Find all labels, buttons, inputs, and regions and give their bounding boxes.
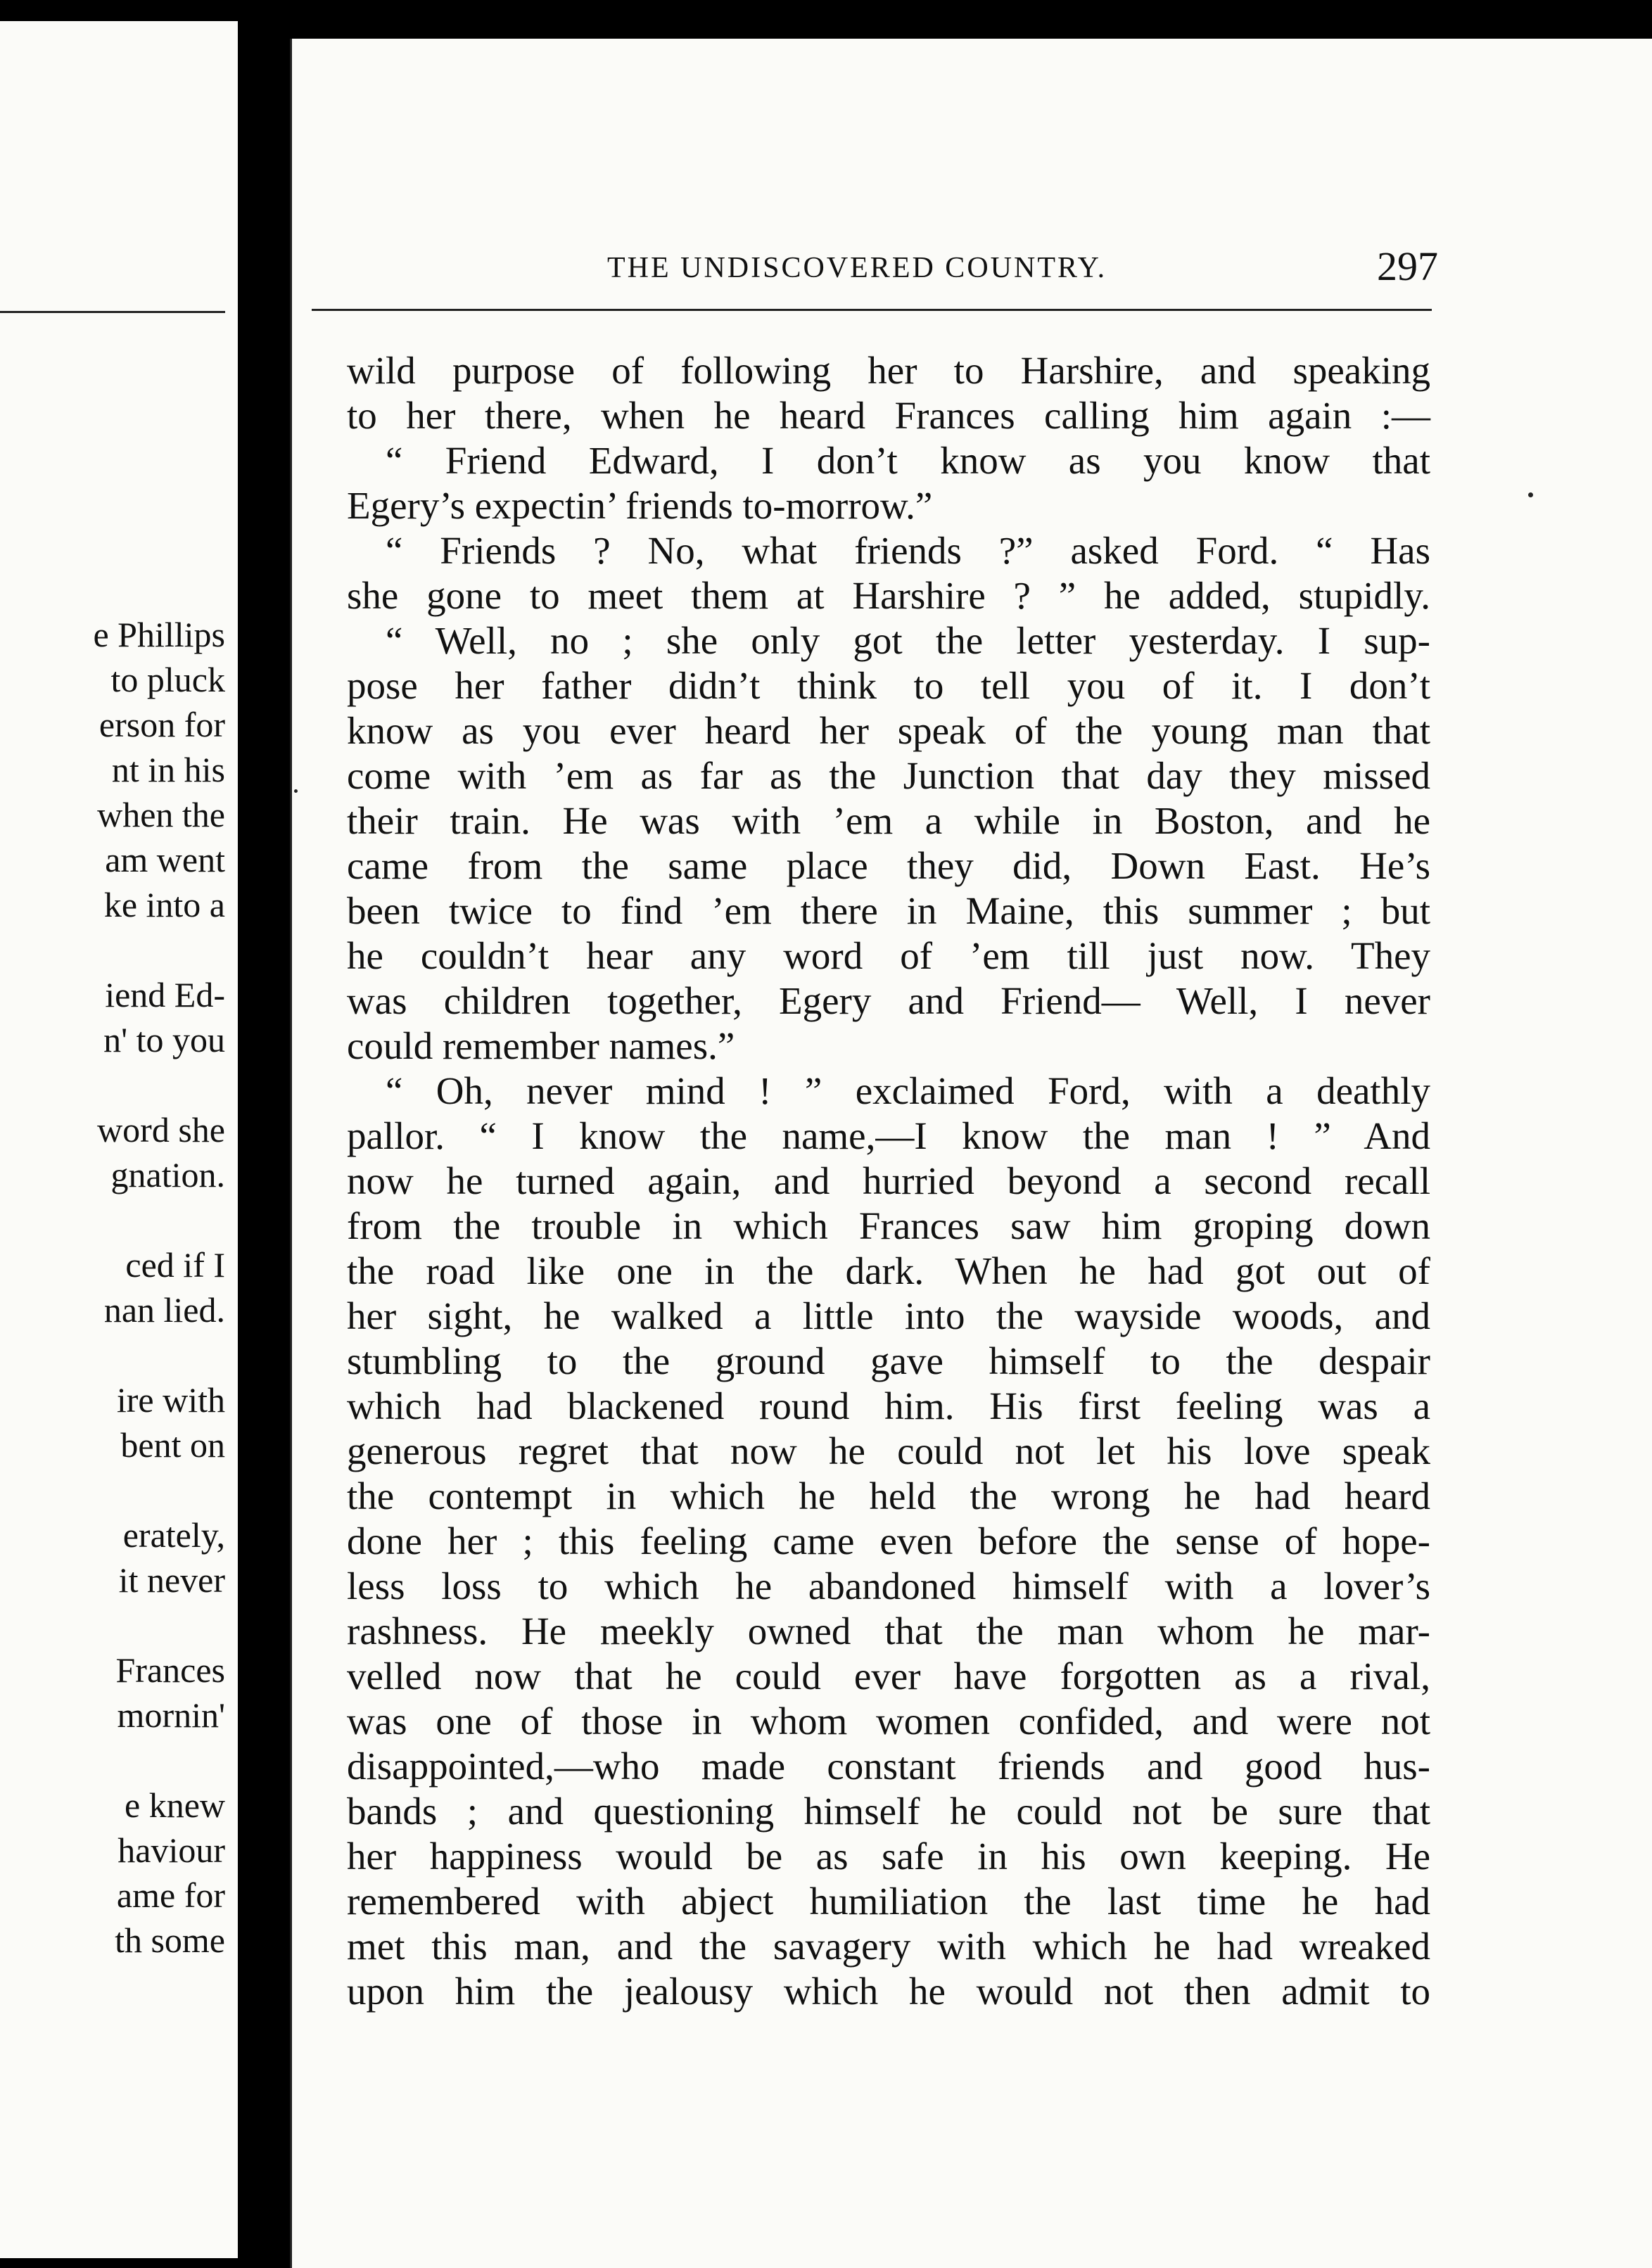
- text-line: wild purpose of following her to Harshire, and speaking: [347, 349, 1430, 392]
- text-line: the contempt in which he held the wrong he had heard: [347, 1474, 1430, 1517]
- left-page-line: iend Ed-: [105, 975, 225, 1014]
- text-line: “ Friends ? No, what friends ?” asked Ford. “ Has: [347, 529, 1430, 572]
- text-line: to her there, when he heard Frances calling him again :—: [347, 394, 1430, 437]
- text-line: disappointed,—who made constant friends and good hus-: [347, 1745, 1430, 1788]
- left-facing-page: [0, 21, 238, 2258]
- text-line: pallor. “ I know the name,—I know the man ! ” And: [347, 1114, 1430, 1157]
- left-page-line: haviour: [117, 1830, 225, 1870]
- text-line: Egery’s expectin’ friends to-morrow.”: [347, 484, 933, 527]
- left-page-line: e Phillips: [93, 615, 225, 654]
- text-line: came from the same place they did, Down East. He’s: [347, 844, 1430, 887]
- left-page-line: nan lied.: [103, 1290, 225, 1330]
- left-page-line: erately,: [122, 1515, 225, 1555]
- text-line: which had blackened round him. His first feeling was a: [347, 1384, 1430, 1427]
- left-page-line: mornin': [117, 1695, 225, 1735]
- text-line: remembered with abject humiliation the last time he had: [347, 1880, 1430, 1923]
- text-line: their train. He was with ’em a while in Boston, and he: [347, 799, 1430, 842]
- right-page: [290, 39, 1652, 2268]
- text-line: generous regret that now he could not let his love speak: [347, 1429, 1430, 1472]
- left-page-line: to pluck: [110, 660, 225, 699]
- body-text: [347, 348, 1430, 2014]
- left-page-line: e knew: [125, 1785, 225, 1825]
- left-page-line: Frances: [115, 1650, 225, 1690]
- text-line: from the trouble in which Frances saw him groping down: [347, 1204, 1430, 1247]
- text-line: met this man, and the savagery with which he had wreaked: [347, 1925, 1430, 1968]
- text-line: now he turned again, and hurried beyond a second recall: [347, 1159, 1430, 1202]
- left-page-line: ke into a: [103, 885, 225, 924]
- text-line: the road like one in the dark. When he had got out of: [347, 1249, 1430, 1292]
- text-line: her sight, he walked a little into the wayside woods, and: [347, 1294, 1430, 1337]
- running-title: THE UNDISCOVERED COUNTRY.: [607, 252, 1107, 284]
- header-rule: [312, 309, 1432, 311]
- text-line: was one of those in whom women confided, and were not: [347, 1700, 1430, 1743]
- text-line: “ Oh, never mind ! ” exclaimed Ford, with a deathly: [347, 1069, 1430, 1112]
- text-line: “ Friend Edward, I don’t know as you know that: [347, 439, 1430, 482]
- left-page-line: gnation.: [110, 1155, 225, 1194]
- left-page-line: it never: [118, 1560, 225, 1600]
- ink-speck: [294, 789, 298, 793]
- left-page-line: ame for: [116, 1875, 225, 1915]
- text-line: rashness. He meekly owned that the man whom he mar-: [347, 1610, 1430, 1652]
- text-line: less loss to which he abandoned himself with a lover’s: [347, 1565, 1430, 1607]
- text-line: could remember names.”: [347, 1024, 735, 1067]
- text-line: she gone to meet them at Harshire ? ” he added, stupidly.: [347, 574, 1430, 617]
- left-page-line: when the: [97, 795, 225, 834]
- left-page-line: erson for: [99, 705, 225, 744]
- text-line: was children together, Egery and Friend— Well, I never: [347, 979, 1430, 1022]
- text-line: her happiness would be as safe in his own keeping. He: [347, 1835, 1430, 1878]
- left-page-line: bent on: [120, 1425, 225, 1465]
- text-line: upon him the jealousy which he would not then admit to: [347, 1970, 1430, 2013]
- text-line: pose her father didn’t think to tell you of it. I don’t: [347, 664, 1430, 707]
- left-page-line: word she: [97, 1110, 225, 1149]
- left-page-line: ced if I: [125, 1245, 225, 1285]
- text-line: bands ; and questioning himself he could not be sure that: [347, 1790, 1430, 1833]
- left-page-line: th some: [115, 1920, 225, 1960]
- ink-speck: [1528, 492, 1533, 497]
- left-page-line: ire with: [116, 1380, 225, 1420]
- left-page-line: am went: [105, 840, 225, 879]
- page-number: 297: [1377, 243, 1438, 289]
- text-line: come with ’em as far as the Junction that day they missed: [347, 754, 1430, 797]
- text-line: stumbling to the ground gave himself to the despair: [347, 1339, 1430, 1382]
- text-line: been twice to find ’em there in Maine, this summer ; but: [347, 889, 1430, 932]
- text-line: “ Well, no ; she only got the letter yesterday. I sup-: [347, 619, 1430, 662]
- left-page-rule: [0, 311, 225, 313]
- left-page-line: n' to you: [103, 1020, 225, 1059]
- left-page-line: nt in his: [111, 750, 225, 789]
- text-line: he couldn’t hear any word of ’em till just now. They: [347, 934, 1430, 977]
- text-line: know as you ever heard her speak of the young man that: [347, 709, 1430, 752]
- text-line: velled now that he could ever have forgotten as a rival,: [347, 1655, 1430, 1697]
- text-line: done her ; this feeling came even before the sense of hope-: [347, 1520, 1430, 1562]
- running-header: [292, 243, 1652, 292]
